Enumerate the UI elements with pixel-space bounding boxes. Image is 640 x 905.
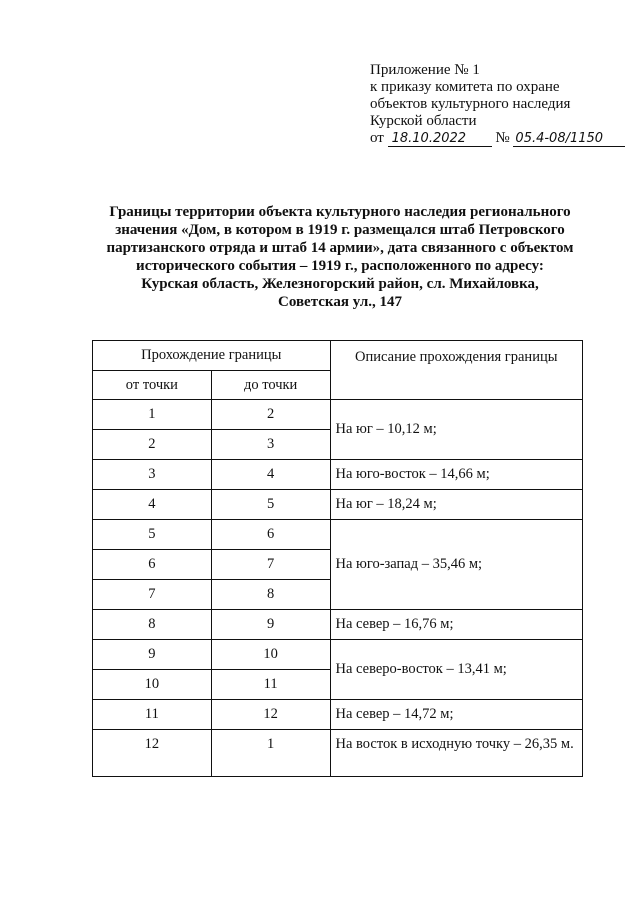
from-point-cell: 6 [93,550,212,580]
document-title [70,203,610,311]
title-line: партизанского отряда и штаб 14 армии», дата связанного с объектом [106,240,574,256]
appendix-region-line: Курской области [370,113,477,129]
from-point-cell: 11 [93,700,212,730]
appendix-title: Приложение № 1 [370,62,480,78]
title-line: значения «Дом, в котором в 1919 г. размещался штаб Петровского [115,222,565,238]
title-line: Границы территории объекта культурного наследия регионального [109,204,571,220]
header-description: Описание прохождения границы [330,341,583,400]
table-row [93,400,583,430]
table-row [93,460,583,490]
boundary-table [92,340,583,777]
header-from-point: от точки [93,371,212,400]
header-boundary-passage: Прохождение границы [93,341,331,371]
from-point-cell: 8 [93,610,212,640]
to-point-cell: 5 [211,490,330,520]
to-point-cell: 4 [211,460,330,490]
from-point-cell: 3 [93,460,212,490]
from-point-cell: 7 [93,580,212,610]
table-row [93,520,583,550]
handwritten-number: 05.4-08/1150 [513,131,625,147]
to-point-cell: 1 [211,730,330,777]
description-cell: На север – 16,76 м; [330,610,583,640]
appendix-committee-line: объектов культурного наследия [370,96,571,112]
to-point-cell: 3 [211,430,330,460]
table-row [93,700,583,730]
from-label: от [370,130,384,146]
description-cell: На юго-восток – 14,66 м; [330,460,583,490]
to-point-cell: 10 [211,640,330,670]
to-point-cell: 9 [211,610,330,640]
description-cell: На юго-запад – 35,46 м; [330,520,583,610]
from-point-cell: 1 [93,400,212,430]
appendix-date-number-line [370,130,630,147]
to-point-cell: 2 [211,400,330,430]
from-point-cell: 2 [93,430,212,460]
description-cell: На север – 14,72 м; [330,700,583,730]
description-cell: На восток в исходную точку – 26,35 м. [330,730,583,777]
table-row [93,730,583,777]
appendix-block [370,62,630,147]
table-row [93,490,583,520]
description-cell: На юг – 10,12 м; [330,400,583,460]
header-to-point: до точки [211,371,330,400]
to-point-cell: 11 [211,670,330,700]
description-cell: На юг – 18,24 м; [330,490,583,520]
to-point-cell: 12 [211,700,330,730]
description-cell: На северо-восток – 13,41 м; [330,640,583,700]
from-point-cell: 5 [93,520,212,550]
to-point-cell: 6 [211,520,330,550]
title-line: Курская область, Железногорский район, сл. Михайловка, [141,276,539,292]
table-row [93,610,583,640]
from-point-cell: 10 [93,670,212,700]
table-row [93,640,583,670]
appendix-order-line: к приказу комитета по охране [370,79,560,95]
from-point-cell: 12 [93,730,212,777]
title-line: исторического события – 1919 г., расположенного по адресу: [136,258,544,274]
to-point-cell: 7 [211,550,330,580]
handwritten-date: 18.10.2022 [388,131,492,147]
number-label: № [495,130,510,146]
title-line: Советская ул., 147 [278,294,402,310]
from-point-cell: 9 [93,640,212,670]
from-point-cell: 4 [93,490,212,520]
to-point-cell: 8 [211,580,330,610]
